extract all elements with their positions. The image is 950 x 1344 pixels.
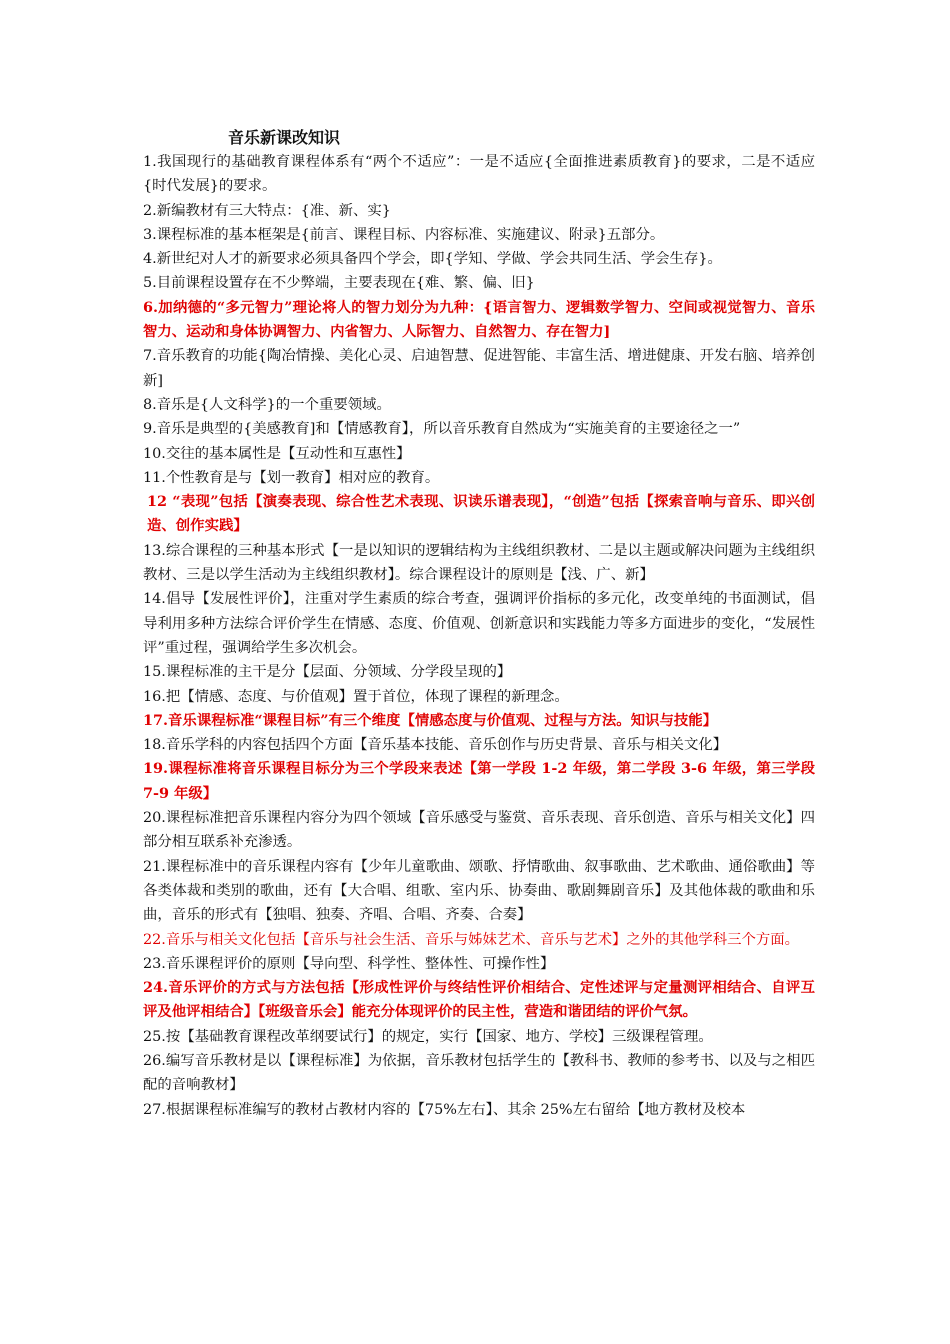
list-item: 24.音乐评价的方式与方法包括【形成性评价与终结性评价相结合、定性述评与定量测评相结合、自评互评及他评相结合】【班级音乐会】能充分体现评价的民主性，营造和谐团结的评价气氛。	[143, 979, 815, 1021]
list-item: 5.目前课程设置存在不少弊端，主要表现在{难、繁、偏、旧}	[143, 275, 535, 292]
list-item: 11.个性教育是与【划一教育】相对应的教育。	[143, 469, 440, 486]
list-item: 19.课程标准将音乐课程目标分为三个学段来表述【第一学段 1-2 年级，第二学段 3-6 年级，第三学段 7-9 年级】	[143, 760, 815, 802]
list-item: 23.音乐课程评价的原则【导向型、科学性、整体性、可操作性】	[143, 955, 555, 972]
list-item: 15.课程标准的主干是分【层面、分领域、分学段呈现的】	[143, 664, 512, 681]
list-item: 10.交往的基本属性是【互动性和互惠性】	[143, 445, 411, 462]
list-item: 26.编写音乐教材是以【课程标准】为依据，音乐教材包括学生的【教科书、教师的参考书、以及与之相匹配的音响教材】	[143, 1052, 815, 1094]
list-item: 17.音乐课程标准“课程目标”有三个维度【情感态度与价值观、过程与方法。知识与技能】	[143, 711, 718, 729]
list-item: 14.倡导【发展性评价】，注重对学生素质的综合考查，强调评价指标的多元化，改变单纯的书面测试，倡导利用多种方法综合评价学生在情感、态度、价值观、创新意识和实践能力等多方面进步的变化，“发展性评”重过程，强调给学生多次机会。	[143, 591, 815, 656]
list-item: 20.课程标准把音乐课程内容分为四个领域【音乐感受与鉴赏、音乐表现、音乐创造、音乐与相关文化】四部分相互联系补充渗透。	[143, 810, 815, 851]
list-item: 13.综合课程的三种基本形式【一是以知识的逻辑结构为主线组织教材、二是以主题或解决问题为主线组织教材、三是以学生活动为主线组织教材】。综合课程设计的原则是【浅、广、新】	[143, 542, 815, 584]
list-item: 12 “表现”包括【演奏表现、综合性艺术表现、识读乐谱表现】，“创造”包括【探索音响与音乐、即兴创造、创作实践】	[147, 493, 815, 535]
list-item: 7.音乐教育的功能{陶冶情操、美化心灵、启迪智慧、促进智能、丰富生活、增进健康、开发右脑、培养创新]	[143, 348, 815, 389]
list-item: 2.新编教材有三大特点：{准、新、实}	[143, 202, 391, 219]
list-item: 4.新世纪对人才的新要求必须具备四个学会，即{学知、学做、学会共同生活、学会生存}。	[143, 251, 722, 268]
list-item: 18.音乐学科的内容包括四个方面【音乐基本技能、音乐创作与历史背景、音乐与相关文化】	[143, 737, 728, 754]
list-item: 16.把【情感、态度、与价值观】置于首位，体现了课程的新理念。	[143, 688, 569, 705]
list-item: 9.音乐是典型的{美感教育]和【情感教育】，所以音乐教育自然成为“实施美育的主要途径之一”	[143, 421, 741, 438]
list-item: 3.课程标准的基本框架是{前言、课程目标、内容标准、实施建议、附录}五部分。	[143, 226, 665, 243]
list-item: 21.课程标准中的音乐课程内容有【少年儿童歌曲、颂歌、抒情歌曲、叙事歌曲、艺术歌曲、通俗歌曲】等各类体裁和类别的歌曲，还有【大合唱、组歌、室内乐、协奏曲、歌剧舞剧音乐】及其他体裁的歌曲和乐曲，音乐的形式有【独唱、独奏、齐唱、合唱、齐奏、合奏】	[143, 858, 815, 924]
document-body	[143, 150, 815, 1122]
list-item: 22.音乐与相关文化包括【音乐与社会生活、音乐与姊妹艺术、音乐与艺术】之外的其他学科三个方面。	[143, 931, 800, 948]
list-item: 6.加纳德的“多元智力”理论将人的智力划分为九种：{语言智力、逻辑数学智力、空间或视觉智力、音乐智力、运动和身体协调智力、内省智力、人际智力、自然智力、存在智力]	[143, 298, 815, 341]
document-title: 音乐新课改知识	[228, 128, 341, 147]
list-item: 1.我国现行的基础教育课程体系有“两个不适应”：一是不适应{全面推进素质教育}的要求，二是不适应{时代发展}的要求。	[143, 154, 815, 195]
list-item: 27.根据课程标准编写的教材占教材内容的【75%左右】、其余 25%左右留给【地方教材及校本	[143, 1101, 746, 1118]
list-item: 25.按【基础教育课程改革纲要试行】的规定，实行【国家、地方、学校】三级课程管理。	[143, 1028, 713, 1045]
list-item: 8.音乐是{人文科学}的一个重要领域。	[143, 396, 391, 413]
